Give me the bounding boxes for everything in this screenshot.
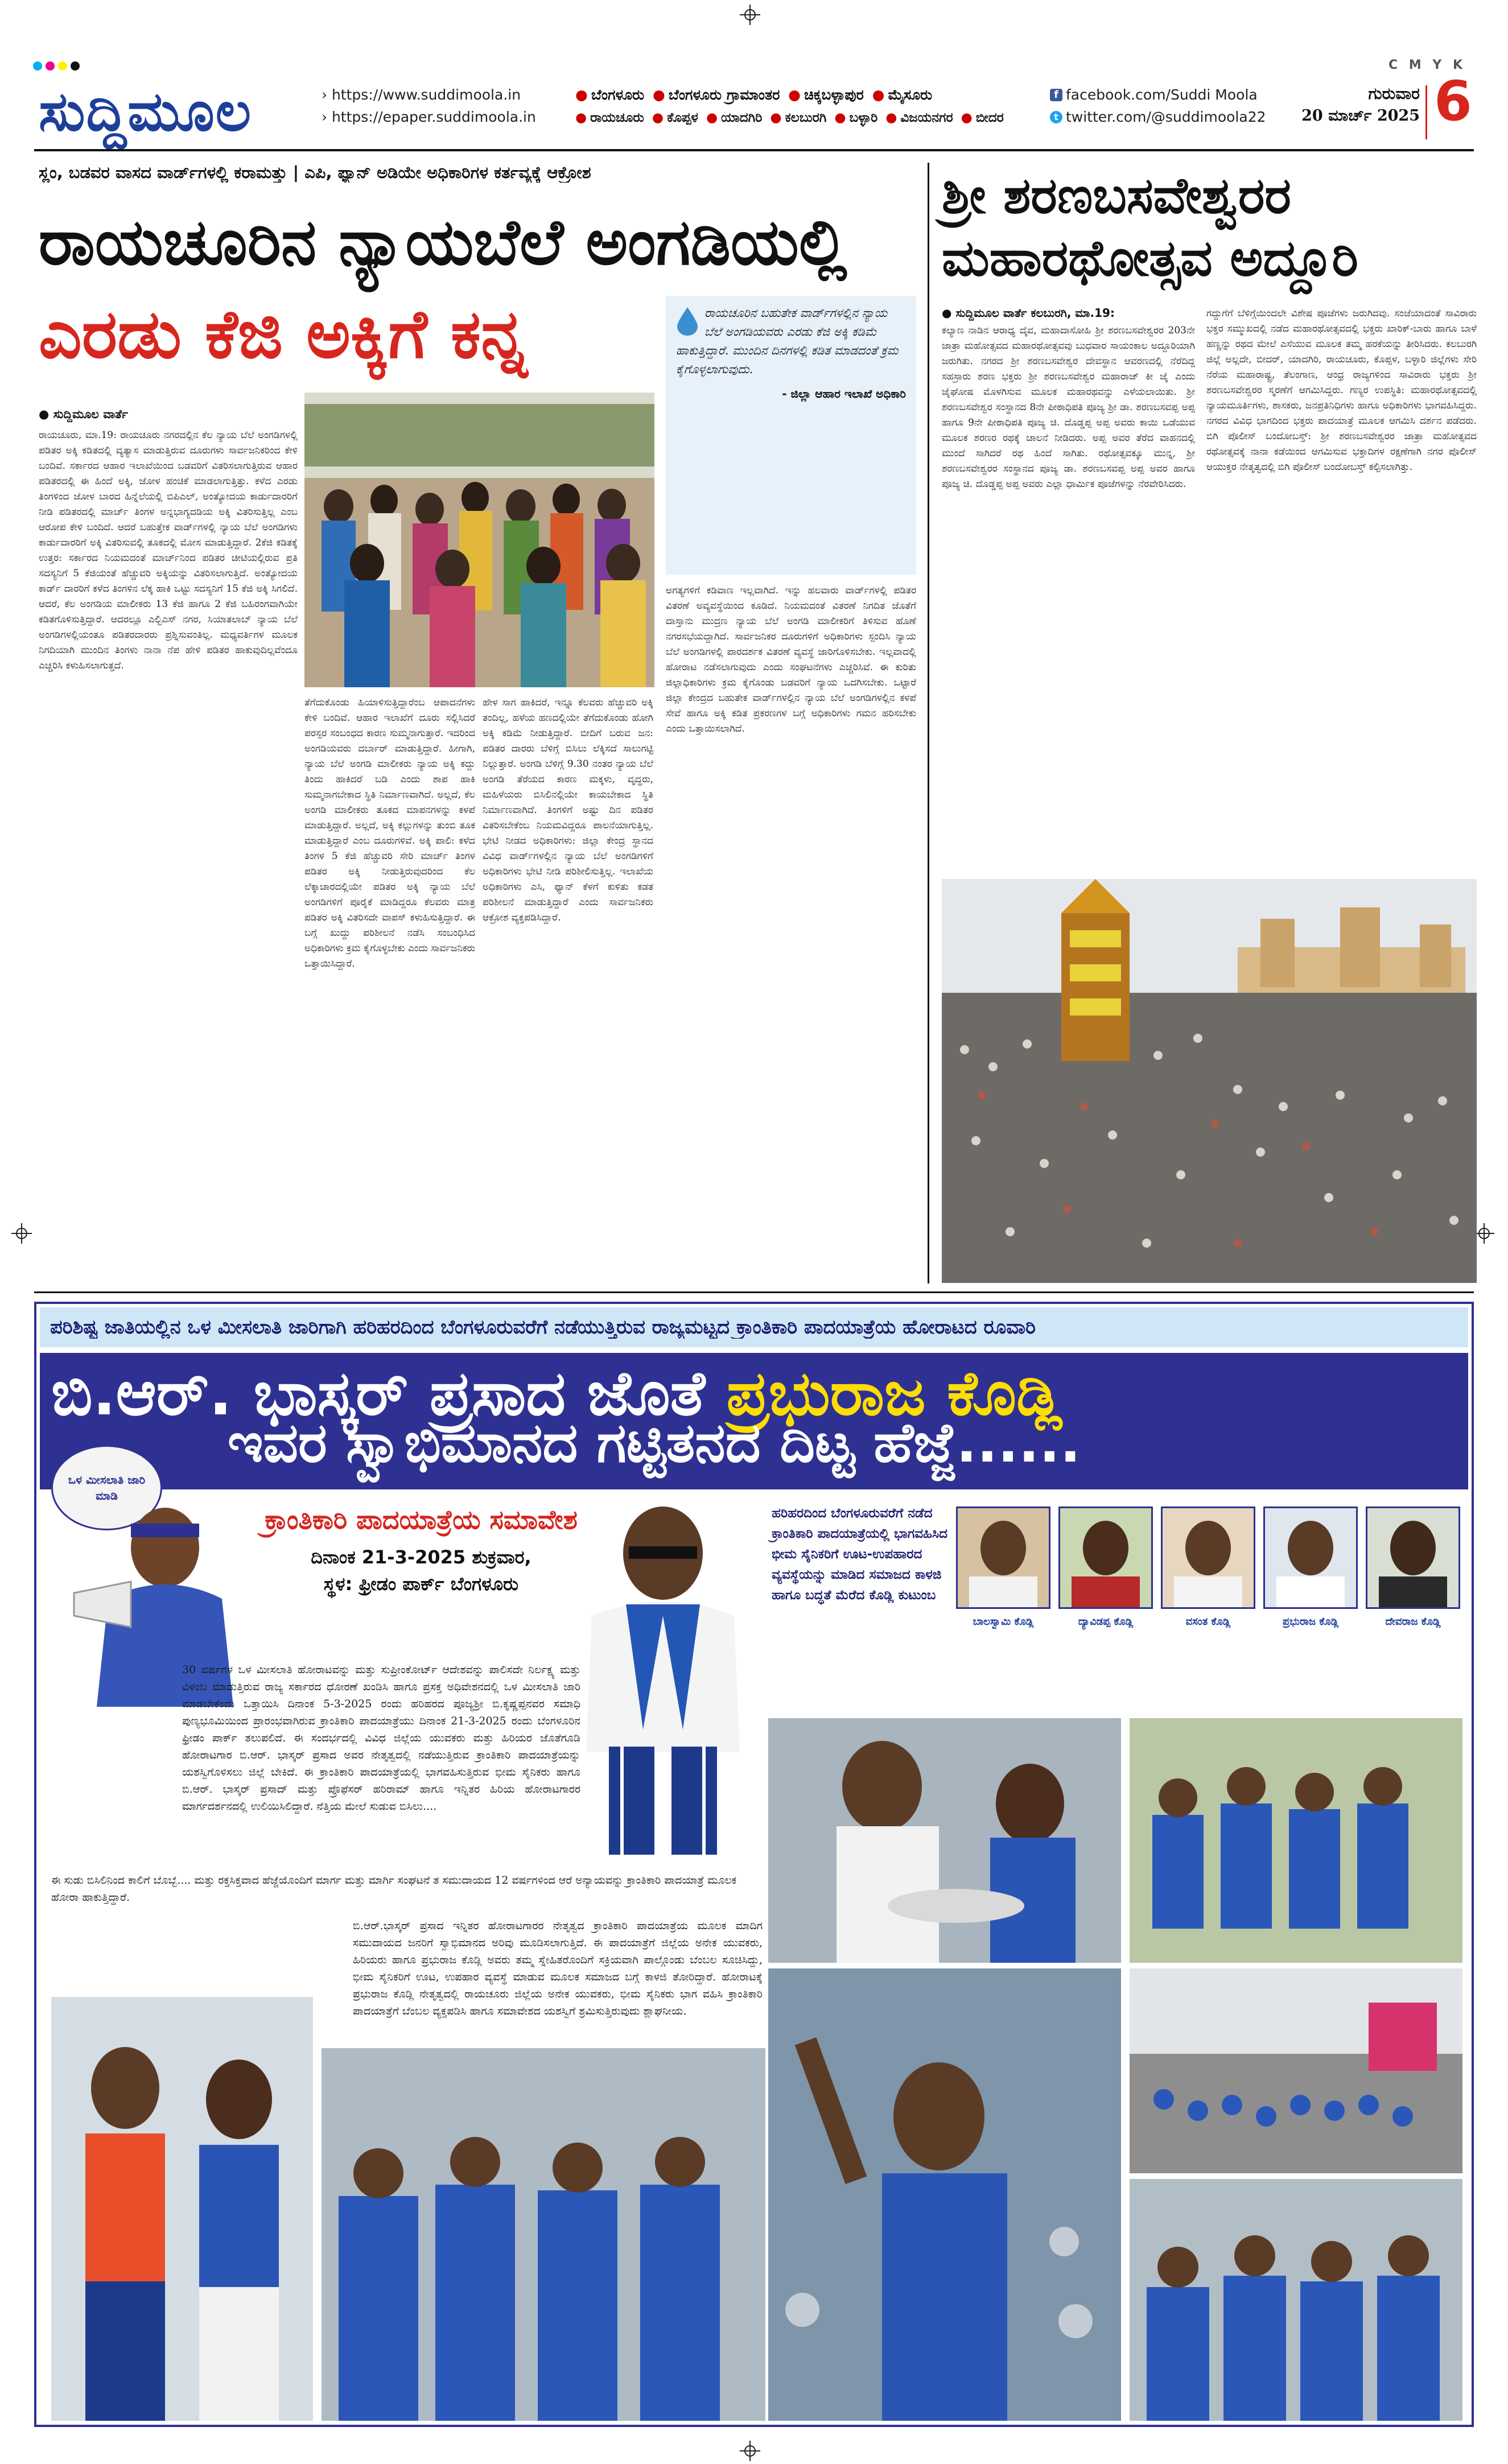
page-number: 6: [1434, 69, 1472, 133]
ad-body-para-3: ಬಿ.ಆರ್.ಭಾಸ್ಕರ್ ಪ್ರಸಾದ ಇನ್ನಿತರ ಹೋರಾಟಗಾರರ ನೇತೃತ್ವದ ಕ್ರಾಂತಿಕಾರಿ ಪಾದಯಾತ್ರೆಯ ಮೂಲಕ ಮಾದಿಗ ಸಮುದಾಯದ ಜನರಿಗೆ ಸ್ವಾಭಿಮಾನದ ಅರಿವು ಮೂಡಿಸಲಾಗುತ್ತಿದೆ. ಈ ಪಾದಯಾತ್ರೆಗೆ ಜಿಲ್ಲೆಯ ಅನೇಕ ಯುವಕರು, ಹಿರಿಯರು ಹಾಗೂ ಪ್ರಭುರಾಜ ಕೊಡ್ಲಿ ಅವರು ತಮ್ಮ ಸ್ನೇಹಿತರೊಂದಿಗೆ ಸಕ್ರಿಯವಾಗಿ ಪಾಲ್ಗೊಂಡು ಬೆಂಬಲ ಸೂಚಿಸಿದ್ದು, ಭೀಮ ಸೈನಿಕರಿಗೆ ಊಟ, ಉಪಹಾರ ವ್ಯವಸ್ಥೆ ಮಾಡುವ ಮೂಲಕ ಸಮಾಜದ ಬಗ್ಗೆ ಕಾಳಜಿ ತೋರಿದ್ದಾರೆ. ಹೋರಾಟಕ್ಕೆ ಪ್ರಭುರಾಜ ಕೊಡ್ಲಿ ನೇತೃತ್ವದಲ್ಲಿ ರಾಯಚೂರು ಜಿಲ್ಲೆಯ ಅನೇಕ ಯುವಕರು, ಭೀಮ ಸೈನಿಕರು ಭಾಗ ವಹಿಸಿ ಕ್ರಾಂತಿಕಾರಿ ಪಾದಯಾತ್ರೆಗೆ ಬೆಂಬಲ ವ್ಯಕ್ತಪಡಿಸಿ ಹಾಗೂ ಸಮಾವೇಶದ ಯಶಸ್ವಿಗೆ ಶ್ರಮಿಸುತ್ತಿರುವುದು ಶ್ಲಾಘನೀಯ.: [353, 1920, 763, 2017]
column-divider: [928, 163, 929, 1283]
social-links: [1050, 86, 1289, 125]
portrait-caption: ದೇವರಾಜ ಕೊಡ್ಲಿ: [1385, 1616, 1441, 1628]
portrait-caption: ಬಾಲಸ್ವಾಮಿ ಕೊಡ್ಲಿ: [973, 1616, 1034, 1628]
header-rule: [34, 149, 1474, 151]
ad-title-line2-wrap: [228, 1411, 1468, 1488]
city-item: ಬೀದರ: [975, 110, 1004, 125]
website-links: › https://www.suddimoola.in › https://epaper.suddimoola.in: [322, 86, 536, 125]
ad-title-main: ಬಿ.ಆರ್. ಭಾಸ್ಕರ್ ಪ್ರಸಾದ ಜೊತೆ: [51, 1358, 706, 1429]
ad-top-band: [40, 1307, 1468, 1347]
city-item: ಚಿಕ್ಕಬಳ್ಳಾಪುರ: [804, 86, 864, 103]
story1-column-4: ಅಗತ್ಯಗಳಿಗೆ ಕಡಿವಾಣ ಇಲ್ಲವಾಗಿದೆ. ಇನ್ನು ಹಲವಾರು ವಾರ್ಡ್‌ಗಳಲ್ಲಿ ಪಡಿತರ ವಿತರಣೆ ಅವ್ಯವಸ್ಥೆಯಿಂದ ಕೂಡಿದೆ. ನಿಯಮದಂತೆ ವಿತರಣೆ ನಿಗದಿತ ಜೊತೆಗೆ ದಾಸ್ತಾನು ಮುದ್ರಣ ನ್ಯಾಯ ಬೆಲೆ ಅಂಗಡಿ ಮಾಲೀಕರಿಗೆ ತಿಳಿಸುವ ಹೊಣೆ ನಗರಸಭೆಯದ್ದಾಗಿದೆ. ಸಾರ್ವಜನಿಕರ ದೂರುಗಳಿಗೆ ಅಧಿಕಾರಿಗಳು ಸ್ಪಂದಿಸಿ ನ್ಯಾಯ ಬೆಲೆ ಅಂಗಡಿಗಳಲ್ಲಿ ಪಾರದರ್ಶಕ ವಿತರಣೆ ವ್ಯವಸ್ಥೆ ಜಾರಿಗೊಳಿಸಬೇಕು. ಇಲ್ಲವಾದಲ್ಲಿ ಹೋರಾಟ ನಡೆಸಲಾಗುವುದು ಎಂದು ಸಂಘಟನೆಗಳು ಎಚ್ಚರಿಸಿವೆ. ಈ ಕುರಿತು ಜಿಲ್ಲಾಧಿಕಾರಿಗಳು ಕ್ರಮ ಕೈಗೊಂಡು ಬಡವರಿಗೆ ನ್ಯಾಯ ಒದಗಿಸಬೇಕು. ಒಟ್ಟಾರೆ ಜಿಲ್ಲಾ ಕೇಂದ್ರದ ಬಹುತೇಕ ವಾರ್ಡ್‌ಗಳಲ್ಲಿನ ನ್ಯಾಯ ಬೆಲೆ ಅಂಗಡಿಗಳಲ್ಲಿನ ಕಳಪೆ ಸೇವೆ ಹಾಗೂ ಅಕ್ಕಿ ಕಡಿತ ಪ್ರಕರಣಗಳ ಬಗ್ಗೆ ಅಧಿಕಾರಿಗಳು ಗಮನ ಹರಿಸಬೇಕು ಎಂದು ಒತ್ತಾಯಿಸಲಾಗಿದೆ.: [666, 585, 916, 734]
ad-photo-two-men: [51, 1997, 313, 2421]
story1-column-1: ರಾಯಚೂರು, ಮಾ.19: ರಾಯಚೂರು ನಗರದಲ್ಲಿನ ಕೆಲ ನ್ಯಾಯ ಬೆಲೆ ಅಂಗಡಿಗಳಲ್ಲಿ ಪಡಿತರ ಅಕ್ಕಿ ಕಡಿತದಲ್ಲಿ ವ್ಯತ್ಯಾಸ ಮಾಡುತ್ತಿರುವ ದೂರುಗಳು ಸಾರ್ವಜನಿಕರಿಂದ ಕೇಳಿ ಬಂದಿವೆ. ಸರ್ಕಾರದ ಆಹಾರ ಇಲಾಖೆಯಿಂದ ಬಡವರಿಗೆ ವಿತರಿಸಲಾಗುತ್ತಿರುವ ಆಹಾರ ಪಡಿತರದಲ್ಲಿ ಈ ಹಿಂದೆ ಅಕ್ಕಿ, ಜೋಳ ಹಂಚಿಕೆ ಮಾಡಲಾಗುತ್ತಿತ್ತು. ಕಳೆದ ಎರಡು ತಿಂಗಳಿಂದ ಜೋಳ ಬಾರದ ಹಿನ್ನೆಲೆಯಲ್ಲಿ ಬಿಪಿಎಲ್, ಅಂತ್ಯೋದಯ ಕಾರ್ಡುದಾರರಿಗೆ ನೀಡಿ ಪಡಿತರದಲ್ಲಿ ಮಾರ್ಚ್ ತಿಂಗಳ ಅನ್ನಭಾಗ್ಯದಡಿಯ ಅಕ್ಕಿ ವಿತರಿಸುತ್ತಿಲ್ಲ ಎಂಬ ಆರೋಪ ಕೇಳಿ ಬಂದಿದೆ. ಆದರೆ ಬಹುತ್ತೇಕ ವಾರ್ಡ್‌ಗಳಲ್ಲಿ ನ್ಯಾಯ ಬೆಲೆ ಅಂಗಡಿಗಳು ಕಾರ್ಡುದಾರರಿಗೆ ಅಕ್ಕಿ ವಿತರಿಸುವಲ್ಲಿ ತೂಕದಲ್ಲಿ ಮೋಸ ಮಾಡುತ್ತಿದ್ದಾರೆ. 2ಕೆಜಿ ಕಡಿತಕ್ಕೆ ಉತ್ತರ: ಸರ್ಕಾರದ ನಿಯಮದಂತೆ ಮಾರ್ಚ್‌ನಿಂದ ಪಡಿತರ ಚೀಟಿಯಲ್ಲಿರುವ ಪ್ರತಿ ಸದಸ್ಯನಿಗೆ 5 ಕೆಜಿಯಂತೆ ಹೆಚ್ಚುವರಿ ಅಕ್ಕಿಯನ್ನು ವಿತರಿಸಲಾಗುತ್ತಿದೆ. ಅಂತ್ಯೋದಯ ಕಾರ್ಡ್ ದಾರರಿಗೆ ಕಳೆದ ತಿಂಗಳಿನ ಲೆಕ್ಕ ಹಾಕಿ ಒಟ್ಟು ಸದಸ್ಯನಿಗೆ 15 ಕೆಜಿ ಅಕ್ಕಿ ಸಿಗಲಿದೆ. ಆದರೆ, ಕೆಲ ಅಂಗಡಿಯ ಮಾಲೀಕರು 13 ಕೆಜಿ ಹಾಗೂ 2 ಕೆಜಿ ಬಹಿರಂಗವಾಗಿಯೇ ಕಡಿತಗೊಳಿಸುತ್ತಿದ್ದಾರೆ. ಆದರಲ್ಲೂ ಎಲ್ಬಿಎಸ್ ನಗರ, ಸಿಯಾತಲಾಬ್ ನ್ಯಾಯ ಬೆಲೆ ಅಂಗಡಿಗಳಲ್ಲಿಯಂತೂ ಪಡಿತರದಾರರು ಪ್ರಶ್ನಿಸುವಂತಿಲ್ಲ. ಮಧ್ಯವರ್ತಿಗಳ ಮೂಲಕ ನಿಗದಿಯಾಗಿ ಮುಂದಿನ ತಿಂಗಳು ನಾನಾ ನೆಪ ಹೇಳಿ ಪಡಿತರ ಹಾಕುವುದಿಲ್ಲವೆಂದೂ ಎಚ್ಚರಿಸಿ ಕಳುಹಿಸಲಾಗುತ್ತದೆ.: [39, 430, 298, 671]
registration-mark-icon: [740, 5, 760, 25]
ad-photo-group: [322, 2048, 765, 2421]
ad-event-box: [262, 1502, 580, 1644]
chariot-festival-photo: [942, 879, 1477, 1283]
city-item: ಬಳ್ಳಾರಿ: [849, 110, 878, 125]
portrait-caption: ಪ್ರಭುರಾಜ ಕೊಡ್ಲಿ: [1282, 1616, 1339, 1628]
pullquote-attribution: - ಜಿಲ್ಲಾ ಆಹಾರ ಇಲಾಖೆ ಅಧಿಕಾರಿ: [782, 387, 906, 401]
city-item: ವಿಜಯನಗರ: [900, 110, 953, 125]
portrait-photo: [956, 1507, 1050, 1609]
city-item: ಮೈಸೂರು: [888, 86, 933, 103]
date-divider: [1425, 85, 1427, 139]
city-item: ಕಲಬುರಗಿ: [785, 110, 827, 125]
story2-column-1: ಕಲ್ಯಾಣ ನಾಡಿನ ಆರಾಧ್ಯ ದೈವ, ಮಹಾದಾಸೋಹಿ ಶ್ರೀ ಶರಣಬಸವೇಶ್ವರರ 203ನೇ ಜಾತ್ರಾ ಮಹೋತ್ಸವದ ಮಹಾರಥೋತ್ಸವವು ಬುಧವಾರ ಸಾಯಂಕಾಲ ಅದ್ದೂರಿಯಾಗಿ ಜರುಗಿತು. ನಗರದ ಶ್ರೀ ಶರಣಬಸವೇಶ್ವರ ದೇವಸ್ಥಾನ ಆವರಣದಲ್ಲಿ ನೆರೆದಿದ್ದ ಸಹಸ್ರಾರು ಶರಣ ಭಕ್ತರು ಶ್ರೀ ಶರಣಬಸವೇಶ್ವರ ಮಹಾರಾಜ್ ಕೀ ಜೈ ಎಂದು ಜೈಘೋಷ ಮೊಳಗಿಸುವ ಮೂಲಕ ಮಹಾರಥವನ್ನು ಎಳೆಯಲಾಯಿತು. ಶ್ರೀ ಶರಣಬಸವೇಶ್ವರ ಸಂಸ್ಥಾನದ 8ನೇ ಪೀಠಾಧಿಪತಿ ಪೂಜ್ಯ ಶ್ರೀ ಡಾ. ಶರಣಬಸವಪ್ಪ ಅಪ್ಪ ಹಾಗೂ 9ನೇ ಪೀಠಾಧಿಪತಿ ಪೂಜ್ಯ ಚಿ. ದೊಡ್ಡಪ್ಪ ಅಪ್ಪ ಅವರು ಕಾಯಿ ಒಡೆಯುವ ಮೂಲಕ ಶರಣರ ರಥಕ್ಕೆ ಚಾಲನೆ ನೀಡಿದರು. ಅಪ್ಪ ಅವರ ತೆರೆದ ವಾಹನದಲ್ಲಿ ಮುಂದೆ ಸಾಗಿದರೆ ರಥ ಹಿಂದೆ ಸಾಗಿತು. ರಥೋತ್ಸವಕ್ಕೂ ಮುನ್ನ, ಶ್ರೀ ಶರಣಬಸವೇಶ್ವರರ ಸಂಸ್ಥಾನದ ಪೂಜ್ಯ ಡಾ. ಶರಣಬಸವಪ್ಪ ಅಪ್ಪ ಅವರ ಹಾಗೂ ಪೂಜ್ಯ ಚಿ. ದೊಡ್ಡಪ್ಪ ಅಪ್ಪ ಅವರು ಎಲ್ಲಾ ಧಾರ್ಮಿಕ ಪೂಜೆಗಳನ್ನು ನೆರವೇರಿಸಿದರು.: [942, 325, 1195, 490]
story2-byline: ● ಸುದ್ದಿಮೂಲ ವಾರ್ತೆ ಕಲಬುರಗಿ, ಮಾ.19:: [942, 306, 1115, 320]
facebook-link[interactable]: facebook.com/Suddi Moola: [1066, 86, 1258, 103]
section-rule: [34, 1291, 1474, 1293]
ad-sidebar-text: ಹರಿಹರದಿಂದ ಬೆಂಗಳೂರುವರೆಗೆ ನಡೆದ ಕ್ರಾಂತಿಕಾರಿ ಪಾದಯಾತ್ರೆಯಲ್ಲಿ ಭಾಗವಹಿಸಿದ ಭೀಮ ಸೈನಿಕರಿಗೆ ಊಟ-ಉಪಹಾರದ ವ್ಯವಸ್ಥೆಯನ್ನು ಮಾಡಿದ ಸಮಾಜದ ಕಾಳಜಿ ಹಾಗೂ ಬದ್ಧತೆ ಮೆರೆದ ಕೊಡ್ಲಿ ಕುಟುಂಬ: [772, 1506, 947, 1603]
city-item: ಯಾದಗಿರಿ: [721, 110, 763, 125]
ad-badge-text: ಒಳ ಮೀಸಲಾತಿ ಜಾರಿ ಮಾಡಿ: [68, 1473, 146, 1503]
story1-kicker: ಸ್ಲಂ, ಬಡವರ ವಾಸದ ವಾರ್ಡ್‌ಗಳಲ್ಲಿ ಕರಾಮತ್ತು | ಎಪಿ, ಫ್ಯಾನ್ ಅಡಿಯೇ ಅಧಿಕಾರಿಗಳ ಕರ್ತವ್ಯಕ್ಕೆ ಆಕ್ರೋಶ: [39, 163, 591, 182]
pullquote-text: ರಾಯಚೂರಿನ ಬಹುತೇಕ ವಾರ್ಡ್‌ಗಳಲ್ಲಿನ ನ್ಯಾಯ ಬೆಲೆ ಅಂಗಡಿಯವರು ಎರಡು ಕೆಜಿ ಅಕ್ಕಿ ಕಡಿಮೆ ಹಾಕುತ್ತಿದ್ದಾರೆ. ಮುಂದಿನ ದಿನಗಳಲ್ಲಿ ಕಡಿತ ಮಾಡದಂತೆ ಕ್ರಮ ಕೈಗೊಳ್ಳಲಾಗುವುದು.: [676, 306, 899, 376]
ad-event-title: ಕ್ರಾಂತಿಕಾರಿ ಪಾದಯಾತ್ರೆಯ ಸಮಾವೇಶ: [265, 1504, 578, 1535]
ad-top-band-text: ಪರಿಶಿಷ್ಟ ಜಾತಿಯಲ್ಲಿನ ಒಳ ಮೀಸಲಾತಿ ಜಾರಿಗಾಗಿ ಹರಿಹರದಿಂದ ಬೆಂಗಳೂರುವರೆಗೆ ನಡೆಯುತ್ತಿರುವ ರಾಜ್ಯಮಟ್ಟದ ಕ್ರಾಂತಿಕಾರಿ ಪಾದಯಾತ್ರೆಯ ಹೋರಾಟದ ರೂವಾರಿ: [50, 1316, 1036, 1339]
color-dots: [33, 61, 83, 73]
masthead-logo: ಸುದ್ದಿಮೂಲ: [39, 80, 253, 143]
portrait-photo: [1161, 1507, 1255, 1609]
story1-headline-line2: ಎರಡು ಕೆಜಿ ಅಕ್ಕಿಗೆ ಕನ್ನ: [39, 295, 528, 373]
story1-byline: ● ಸುದ್ದಿಮೂಲ ವಾರ್ತೆ: [39, 407, 128, 421]
cmyk-label: C M Y K: [1388, 58, 1466, 72]
portrait-photo: [1058, 1507, 1153, 1609]
twitter-link[interactable]: twitter.com/@suddimoola22: [1066, 109, 1266, 125]
story2-headline-line2: ಮಹಾರಥೋತ್ಸವ ಅದ್ದೂರಿ: [942, 229, 1358, 287]
district-list: ● ಬೆಂಗಳೂರು ● ಬೆಂಗಳೂರು ಗ್ರಾಮಾಂತರ ● ಚಿಕ್ಕಬಳ್ಳಾಪುರ ● ಮೈಸೂರು ● ರಾಯಚೂರು ● ಕೊಪ್ಪಳ ● ಯಾದಗಿರಿ ● ಕಲಬುರಗಿ ● ಬಳ್ಳಾರಿ ● ವಿಜಯನಗರ ● ಬೀದರ: [575, 86, 1004, 125]
website-link[interactable]: https://www.suddimoola.in: [331, 86, 521, 103]
portrait-caption: ದ್ಯಾವಿಡಪ್ಪ ಕೊಡ್ಲಿ: [1078, 1616, 1134, 1628]
city-item: ಕೊಪ್ಪಳ: [666, 110, 698, 125]
epaper-link[interactable]: https://epaper.suddimoola.in: [331, 109, 536, 125]
ad-title-gap: [40, 1489, 1468, 1495]
ad-photo-street-march: [1130, 1968, 1462, 2173]
ration-queue-photo: [304, 393, 654, 687]
story1-column-2: ತೆಗೆದುಕೊಂಡು ಹಿಯಾಳಿಸುತ್ತಿದ್ದಾರೆಂಬ ಆಪಾದನೆಗಳು ಕೇಳಿ ಬಂದಿವೆ. ಆಹಾರ ಇಲಾಖೆಗೆ ದೂರು ಸಲ್ಲಿಸಿದರೆ ಪರಸ್ಪರ ಸಂಬಂಧದ ಕಾರಣ ಸುಮ್ಮನಾಗುತ್ತಾರೆ. ಇದರಿಂದ ಅಂಗಡಿಯವರು ದರ್ಬಾರ್ ಮಾಡುತ್ತಿದ್ದಾರೆ. ಹೀಗಾಗಿ, ನ್ಯಾಯ ಬೆಲೆ ಅಂಗಡಿ ಮಾಲೀಕರು ನ್ಯಾಯ ಅಕ್ಕಿ ಕದ್ದು ತಿಂದು ಹಾಕಿದರೆ ಬಡಿ ಎಂದು ಶಾಪ ಹಾಕಿ ಸುಮ್ಮನಾಗಬೇಕಾದ ಸ್ಥಿತಿ ನಿರ್ಮಾಣವಾಗಿದೆ. ಅಲ್ಲದೆ, ಕೆಲ ಅಂಗಡಿ ಮಾಲೀಕರು ತೂಕದ ಮಾಪನಗಳನ್ನು ಕಳಪೆ ಮಾಡುತ್ತಿದ್ದಾರೆ. ಅಲ್ಲದೆ, ಅಕ್ಕಿ ಕಲ್ಲುಗಳನ್ನು ತುಂಬಿ ತೂಕ ಮಾಡುತ್ತಿದ್ದಾರೆ ಎಂಬ ದೂರುಗಳಿವೆ. ಅಕ್ಕಿ ಪಾಲಿ: ಕಳೆದ ತಿಂಗಳ 5 ಕೆಜಿ ಹೆಚ್ಚುವರಿ ಸೇರಿ ಮಾರ್ಚ್ ತಿಂಗಳ ಪಡಿತರ ಅಕ್ಕಿ ನೀಡುತ್ತಿರುವುದರಿಂದ ಕೆಲ ಲೆಕ್ಕಾಚಾರದಲ್ಲಿಯೇ ಪಡಿತರ ಅಕ್ಕಿ ನ್ಯಾಯ ಬೆಲೆ ಅಂಗಡಿಗಳಿಗೆ ಪೂರೈಕೆ ಮಾಡಿದ್ದರೂ ಕೆಲವರು ಮಾತ್ರ ಪಡಿತರ ಅಕ್ಕಿ ವಿತರಿಸದೇ ವಾಪಸ್ ಕಳುಹಿಸುತ್ತಿದ್ದಾರೆ. ಈ ಬಗ್ಗೆ ಖುದ್ದು ಪರಿಶೀಲನೆ ನಡೆಸಿ ಸಂಬಂಧಿಸಿದ ಅಧಿಕಾರಿಗಳು ಕ್ರಮ ಕೈಗೊಳ್ಳಬೇಕು ಎಂದು ಸಾರ್ವಜನಿಕರು ಒತ್ತಾಯಿಸಿದ್ದಾರೆ.: [304, 697, 475, 969]
ad-event-date: ದಿನಾಂಕ 21-3-2025 ಶುಕ್ರವಾರ,: [311, 1546, 531, 1568]
ad-body-para-2: ಈ ಸುಡು ಬಿಸಿಲಿನಿಂದ ಕಾಲಿಗೆ ಬೊಬ್ಬೆ.... ಮತ್ತು ರಕ್ತಸಿಕ್ತವಾದ ಹೆಜ್ಜೆಯೊಂದಿಗೆ ಮಾರ್ಗ ಮತ್ತು ಮಾರ್ಗಿ ಸಂಘಟನೆ ತ ಸಮುದಾಯದ 12 ವರ್ಷಗಳಿಂದ ಆರೆ ಅನ್ಯಾಯವನ್ನು ಕ್ರಾಂತಿಕಾರಿ ಪಾದಯಾತ್ರೆ ಮೂಲಕ ಹೋರಾ ಹಾಕುತ್ತಿದ್ದಾರೆ.: [51, 1874, 737, 1904]
registration-mark-icon: [11, 1223, 32, 1244]
issue-day: ಗುರುವಾರ: [1368, 84, 1420, 103]
leader-figure: [569, 1502, 757, 1855]
ad-title-highlight: ಪ್ರಭುರಾಜ ಕೊಡ್ಲಿ: [726, 1358, 1062, 1429]
registration-mark-icon: [1474, 1223, 1494, 1244]
ad-portrait-captions: [956, 1616, 1462, 1628]
portrait-photo: [1366, 1507, 1460, 1609]
story1-column-3: ಹೇಳ ಸಾಗ ಹಾಕಿದರೆ, ಇನ್ನೂ ಕೆಲವರು ಹೆಚ್ಚುವರಿ ಅಕ್ಕಿ ತಂದಿಲ್ಲ, ಹಳೆಯ ಹಣದಲ್ಲಿಯೇ ತೆಗೆದುಕೊಂಡು ಹೋಗಿ ಅಕ್ಕಿ ಕಡಿಮೆ ನೀಡುತ್ತಿದ್ದಾರೆ. ಬೀದಿಗೆ ಬರುವ ಜನ: ಪಡಿತರ ದಾರರು ಬೆಳಿಗ್ಗೆ ಬಿಸಿಲು ಲೆಕ್ಕಿಸದೆ ಸಾಲುಗಟ್ಟಿ ನಿಲ್ಲುತ್ತಾರೆ. ಅಂಗಡಿ ಬೆಳಿಗ್ಗೆ 9.30 ನಂತರ ನ್ಯಾಯ ಬೆಲೆ ಅಂಗಡಿ ತೆರೆಯದ ಕಾರಣ ಮಕ್ಕಳು, ವೃದ್ಧರು, ಮಹಿಳೆಯರು ಬಿಸಿಲಿನಲ್ಲಿಯೇ ಕಾಯಬೇಕಾದ ಸ್ಥಿತಿ ನಿರ್ಮಾಣವಾಗಿದೆ. ತಿಂಗಳಿಗೆ ಅಷ್ಟು ದಿನ ಪಡಿತರ ವಿತರಿಸಬೇಕೆಂಬ ನಿಯಮವಿದ್ದರೂ ಪಾಲನೆಯಾಗುತ್ತಿಲ್ಲ. ಭೇಟಿ ನೀಡದ ಅಧಿಕಾರಿಗಳು: ಜಿಲ್ಲಾ ಕೇಂದ್ರ ಸ್ಥಾನದ ವಿವಿಧ ವಾರ್ಡ್‌ಗಳಲ್ಲಿನ ನ್ಯಾಯ ಬೆಲೆ ಅಂಗಡಿಗಳಿಗೆ ಅಧಿಕಾರಿಗಳು ಭೇಟಿ ನೀಡಿ ಪರಿಶೀಲಿಸುತ್ತಿಲ್ಲ. ಇಲಾಖೆಯ ಅಧಿಕಾರಿಗಳು ಎಸಿ, ಫ್ಯಾನ್ ಕೆಳಗೆ ಕುಳಿತು ಕಡತ ಪರಿಶೀಲನೆ ಮಾಡುತ್ತಿದ್ದಾರೆ ಎಂದು ಸಾರ್ವಜನಿಕರು ಆಕ್ರೋಶ ವ್ಯಕ್ತಪಡಿಸಿದ್ದಾರೆ.: [483, 697, 653, 923]
registration-mark-icon: [740, 2441, 760, 2461]
story1-headline-line1: ರಾಯಚೂರಿನ ನ್ಯಾಯಬೆಲೆ ಅಂಗಡಿಯಲ್ಲಿ: [39, 205, 847, 279]
portrait-caption: ವಸಂತ ಕೊಡ್ಲಿ: [1185, 1616, 1231, 1628]
ad-photo-serving-food: [768, 1718, 1121, 1963]
issue-date-text: 20 ಮಾರ್ಚ್ 2025: [1301, 107, 1420, 125]
ad-photo-rally-leader: [768, 1968, 1121, 2421]
story1-pullquote: [666, 296, 916, 575]
water-drop-icon: [676, 306, 699, 336]
facebook-icon: f: [1050, 89, 1062, 101]
city-item: ಬೆಂಗಳೂರು ಗ್ರಾಮಾಂತರ: [668, 86, 780, 103]
twitter-icon: t: [1050, 111, 1062, 123]
ad-photo-march-1: [1130, 1718, 1462, 1963]
ad-title-line2: ಇವರ ಸ್ವಾಭಿಮಾನದ ಗಟ್ಟಿತನದ ದಿಟ್ಟ ಹೆಜ್ಜೆ......: [228, 1411, 1081, 1475]
city-item: ರಾಯಚೂರು: [590, 110, 644, 125]
ad-sidebar-box: [768, 1500, 956, 1716]
issue-date: [1292, 84, 1420, 125]
ad-photo-march-2: [1130, 2179, 1462, 2421]
story2-column-2: ಗದ್ದುಗೆಗೆ ಬೆಳಿಗ್ಗೆಯಿಂದಲೇ ವಿಶೇಷ ಪೂಜೆಗಳು ಜರುಗಿದವು. ಸಂಜೆಯಾದಂತೆ ಸಾವಿರಾರು ಭಕ್ತರ ಸಮ್ಮುಖದಲ್ಲಿ ನಡೆದ ಮಹಾರಥೋತ್ಸವದಲ್ಲಿ ಭಕ್ತರು ಖಾರಿಕ್-ಬಾರು ಹಾಗೂ ಬಾಳೆ ಹಣ್ಣನ್ನು ರಥದ ಮೇಲೆ ಎಸೆಯುವ ಮೂಲಕ ತಮ್ಮ ಹರಕೆಯನ್ನು ತೀರಿಸಿದರು. ಕಲಬುರಗಿ ಜಿಲ್ಲೆ ಅಲ್ಲದೇ, ಬೀದರ್, ಯಾದಗಿರಿ, ರಾಯಚೂರು, ಕೊಪ್ಪಳ, ಬಳ್ಳಾರಿ ಜಿಲ್ಲೆಗಳು ಸೇರಿ ನೆರೆಯ ಮಹಾರಾಷ್ಟ್ರ, ತೆಲಂಗಾಣ, ಆಂಧ್ರ ರಾಜ್ಯಗಳಿಂದ ಸಾವಿರಾರು ಭಕ್ತರು ಶ್ರೀ ಶರಣಬಸವೇಶ್ವರರ ಸ್ಮರಣೆಗೆ ಆಗಮಿಸಿದ್ದರು. ಗಣ್ಯರ ಉಪಸ್ಥಿತಿ: ಮಹಾರಥೋತ್ಸವದಲ್ಲಿ ನ್ಯಾಯಮೂರ್ತಿಗಳು, ಶಾಸಕರು, ಜನಪ್ರತಿನಿಧಿಗಳು ಹಾಗೂ ಅಧಿಕಾರಿಗಳು ಭಾಗವಹಿಸಿದ್ದರು. ನಗರದ ವಿವಿಧ ಭಾಗದಿಂದ ಭಕ್ತರು ಪಾದಯಾತ್ರೆ ಮೂಲಕ ಆಗಮಿಸಿ ದರ್ಶನ ಪಡೆದರು. ಬಿಗಿ ಪೊಲೀಸ್ ಬಂದೋಬಸ್ತ್: ಶ್ರೀ ಶರಣಬಸವೇಶ್ವರರ ಜಾತ್ರಾ ಮಹೋತ್ಸವದ ರಥೋತ್ಸವಕ್ಕೆ ನಾನಾ ಕಡೆಯಿಂದ ಆಗಮಿಸುವ ಭಕ್ತಾದಿಗಳ ರಕ್ಷಣೆಗಾಗಿ ನಗರ ಪೊಲೀಸ್ ಆಯುಕ್ತರ ನೇತೃತ್ವದಲ್ಲಿ ಬಿಗಿ ಪೊಲೀಸ್ ಬಂದೋಬಸ್ತ್ ಕಲ್ಪಿಸಲಾಗಿತ್ತು.: [1206, 308, 1477, 473]
portrait-photo: [1263, 1507, 1358, 1609]
ad-event-place: ಸ್ಥಳ: ಫ್ರೀಡಂ ಪಾರ್ಕ್ ಬೆಂಗಳೂರು: [323, 1573, 519, 1595]
story2-headline-line1: ಶ್ರೀ ಶರಣಬಸವೇಶ್ವರರ: [942, 166, 1291, 225]
ad-body-para-1: 30 ವರ್ಷಗಳ ಒಳ ಮೀಸಲಾತಿ ಹೋರಾಟವನ್ನು ಮತ್ತು ಸುಪ್ರೀಂಕೋರ್ಟ್ ಆದೇಶವನ್ನು ಪಾಲಿಸದೇ ನಿರ್ಲಕ್ಷ್ಯ ಮತ್ತು ವಿಳಂಬ ಮಾಡುತ್ತಿರುವ ರಾಜ್ಯ ಸರ್ಕಾರದ ಧೋರಣೆ ಖಂಡಿಸಿ ಹಾಗೂ ಪ್ರಸಕ್ತ ಅಧಿವೇಶನದಲ್ಲಿ ಒಳ ಮೀಸಲಾತಿ ಜಾರಿ ಮಾಡಬೇಕೆಂದು ಒತ್ತಾಯಿಸಿ ದಿನಾಂಕ 5-3-2025 ರಂದು ಹರಿಹರದ ಪೂಜ್ಯಶ್ರೀ ಬಿ.ಕೃಷ್ಣಪ್ಪನವರ ಸಮಾಧಿ ಪುಣ್ಯಭೂಮಿಯಿಂದ ಪ್ರಾರಂಭವಾಗಿರುವ ಕ್ರಾಂತಿಕಾರಿ ಪಾದಯಾತ್ರೆಯು ದಿನಾಂಕ 21-3-2025 ರಂದು ಬೆಂಗಳೂರಿನ ಫ್ರೀಡಂ ಪಾರ್ಕ್ ತಲುಪಲಿದೆ. ಈ ಸಂದರ್ಭದಲ್ಲಿ ವಿವಿಧ ಜಿಲ್ಲೆಯ ಯುವಕರು ಮತ್ತು ಹಿರಿಯರ ಜೊತೆಗೂಡಿ ಹೋರಾಟಗಾರ ಬಿ.ಆರ್. ಭಾಸ್ಕರ್ ಪ್ರಸಾದ ಅವರ ನೇತೃತ್ವದಲ್ಲಿ ನಡೆಯುತ್ತಿರುವ ಕ್ರಾಂತಿಕಾರಿ ಪಾದಯಾತ್ರೆಯನ್ನು ಯಶಸ್ವಿಗೊಳಿಸಲು ಜಿಲ್ಲೆ ಬೇಕಿದೆ. ಈ ಕ್ರಾಂತಿಕಾರಿ ಪಾದಯಾತ್ರೆಯಲ್ಲಿ ಭಾಗವಹಿಸುತ್ತಿರುವ ಭೀಮ ಸೈನಿಕರು ಹಾಗೂ ಬಿ.ಆರ್. ಭಾಸ್ಕರ್ ಪ್ರಸಾದ್ ಮತ್ತು ಪ್ರೊಫೆಸರ್ ಹರಿರಾಮ್ ಹಾಗೂ ಇನ್ನಿತರ ಹಿರಿಯ ಹೋರಾಟಗಾರರ ಮಾರ್ಗದರ್ಶನದಲ್ಲಿ ಉಲಿಯಿಸಿಲಿದ್ದಾರೆ. ನೆತ್ತಿಯ ಮೇಲೆ ಸುಡುವ ಬಿಸಿಲು....: [182, 1664, 580, 1813]
city-item: ಬೆಂಗಳೂರು: [591, 86, 645, 103]
